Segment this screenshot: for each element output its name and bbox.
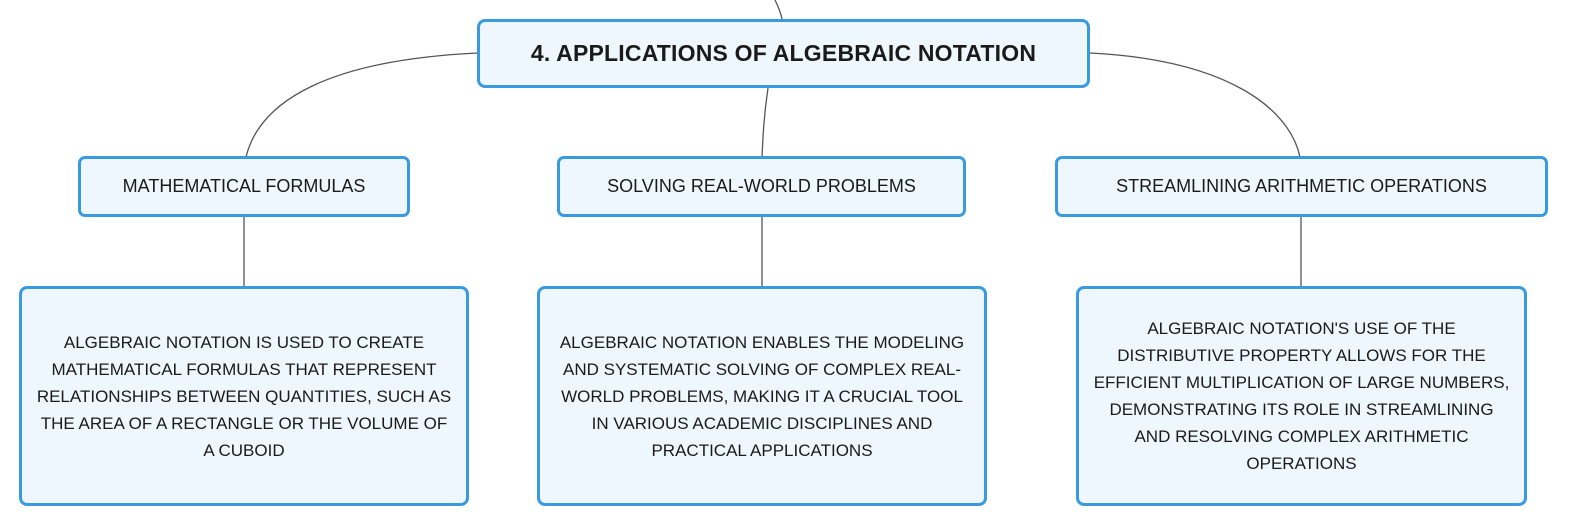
leaf-text: ALGEBRAIC NOTATION ENABLES THE MODELING AND SYSTEMATIC SOLVING OF COMPLEX REAL-WORLD PROBLEMS, MAKING IT A CRUCIAL TOOL IN VARIOUS ACADEMIC DISCIPLINES AND PRACTICAL APPLICATIONS	[559, 332, 965, 460]
leaf-node-solving-real-world-problems[interactable]	[537, 286, 987, 506]
branch-node-streamlining-arithmetic-operations[interactable]	[1055, 156, 1548, 217]
root-topic-label: 4. APPLICATIONS OF ALGEBRAIC NOTATION	[530, 40, 1037, 66]
root-topic-node[interactable]	[477, 19, 1090, 88]
branch-node-mathematical-formulas[interactable]	[78, 156, 410, 217]
leaf-node-streamlining-arithmetic-operations[interactable]	[1076, 286, 1527, 506]
branch-label: STREAMLINING ARITHMETIC OPERATIONS	[1116, 176, 1487, 196]
branch-label: MATHEMATICAL FORMULAS	[122, 176, 366, 196]
connector-parent-to-root	[775, 0, 782, 19]
leaf-text: ALGEBRAIC NOTATION IS USED TO CREATE MATHEMATICAL FORMULAS THAT REPRESENT RELATIONSHIPS BETWEEN QUANTITIES, SUCH AS THE AREA OF A RECTANGLE OR THE VOLUME OF A CUBOID	[36, 332, 452, 460]
connector-root-to-branch-3	[1090, 53, 1300, 157]
leaf-node-mathematical-formulas[interactable]	[19, 286, 469, 506]
branch-label: SOLVING REAL-WORLD PROBLEMS	[607, 176, 916, 196]
connector-root-to-branch-2	[762, 88, 768, 157]
connector-root-to-branch-1	[246, 53, 478, 157]
branch-node-solving-real-world-problems[interactable]	[557, 156, 966, 217]
leaf-text: ALGEBRAIC NOTATION'S USE OF THE DISTRIBUTIVE PROPERTY ALLOWS FOR THE EFFICIENT MULTIPLICATION OF LARGE NUMBERS, DEMONSTRATING ITS ROLE IN STREAMLINING AND RESOLVING COMPLEX ARITHMETIC OPERATIONS	[1093, 319, 1510, 473]
